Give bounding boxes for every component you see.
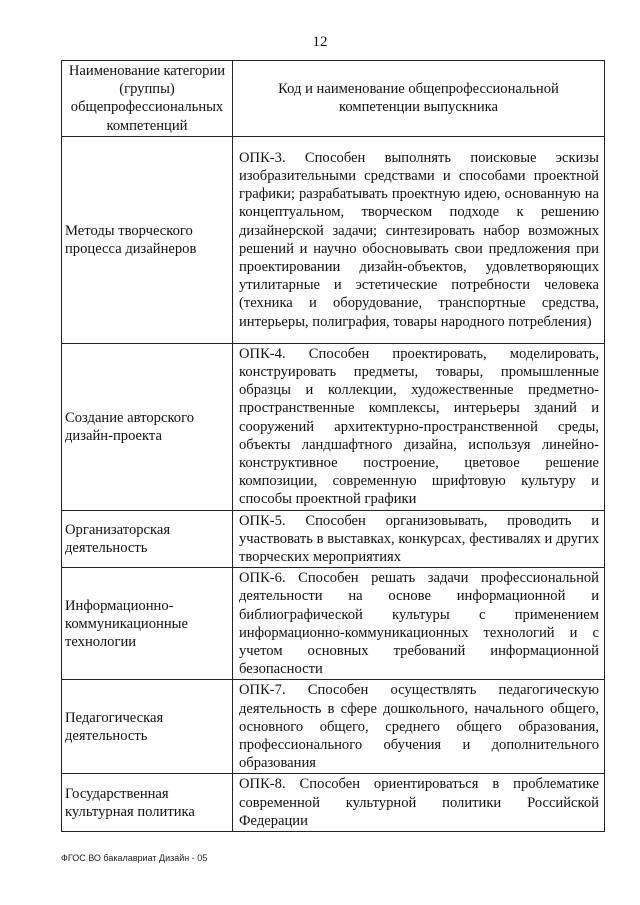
header-category: Наименование категории (группы) общепрофессиональных компетенций [62, 61, 233, 137]
category-text: Педагогическая деятельность [65, 709, 164, 744]
table-row [62, 568, 605, 680]
competence-cell: ОПК-5. Способен организовывать, проводить и участвовать в выставках, конкурсах, фестивалях и других творческих мероприятиях [233, 510, 605, 568]
page-number: 12 [312, 34, 328, 50]
category-cell [62, 510, 233, 568]
category-text: Информационно-коммуникационные технологии [65, 597, 188, 650]
table-header-row [62, 61, 605, 137]
competencies-table [61, 60, 605, 832]
table-row [62, 136, 605, 343]
header-competence: Код и наименование общепрофессиональной компетенции выпускника [233, 61, 605, 137]
table-row [62, 680, 605, 774]
table-row [62, 510, 605, 568]
category-text: Организаторская деятельность [65, 521, 171, 556]
competence-cell: ОПК-4. Способен проектировать, моделировать, конструировать предметы, товары, промышленные образцы и коллекции, художественные предметно-пространственные комплексы, интерьеры зданий и сооружений архитектурно-пространственной среды, объекты ландшафтного дизайна, используя линейно-конструктивное построение, цветовое решение композиции, современную шрифтовую культуру и способы проектной графики [233, 343, 605, 510]
competence-cell: ОПК-6. Способен решать задачи профессиональной деятельности на основе информационной и библиографической культуры с применением информационно-коммуникационных технологий и с учетом основных требований информационной безопасности [233, 568, 605, 680]
footer-note: ФГОС ВО бакалавриат Дизайн - 05 [61, 853, 208, 863]
category-cell [62, 568, 233, 680]
category-text: Создание авторского дизайн-проекта [65, 409, 195, 444]
category-cell [62, 774, 233, 832]
category-cell [62, 343, 233, 510]
competence-cell: ОПК-3. Способен выполнять поисковые эскизы изобразительными средствами и способами проектной графики; разрабатывать проектную идею, основанную на концептуальном, творческом подходе к решению дизайнерской задачи; синтезировать набор возможных решений и научно обосновывать свои предложения при проектировании дизайн-объектов, удовлетворяющих утилитарные и эстетические потребности человека (техника и оборудование, транспортные средства, интерьеры, полиграфия, товары народного потребления) [233, 136, 605, 343]
category-cell [62, 680, 233, 774]
category-cell [62, 136, 233, 343]
category-text: Государственная культурная политика [65, 785, 195, 820]
competence-cell: ОПК-7. Способен осуществлять педагогическую деятельность в сфере дошкольного, начального общего, основного общего, среднего общего образования, профессионального обучения и дополнительного образования [233, 680, 605, 774]
table-row [62, 343, 605, 510]
table-row [62, 774, 605, 832]
competence-cell: ОПК-8. Способен ориентироваться в проблематике современной культурной политики Российской Федерации [233, 774, 605, 832]
category-text: Методы творческого процесса дизайнеров [65, 222, 197, 257]
